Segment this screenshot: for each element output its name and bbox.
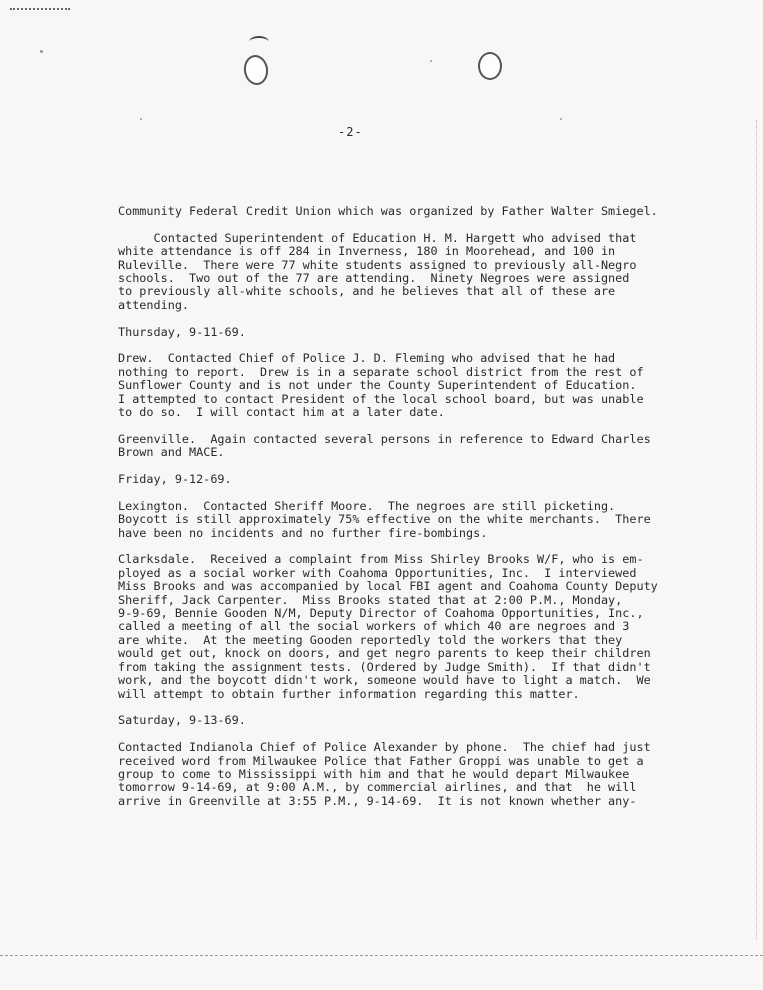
speck [40, 50, 43, 53]
text-line: received word from Milwaukee Police that Father Groppi was unable to get a [118, 753, 644, 768]
date-heading [118, 473, 658, 486]
text-line: 9-9-69, Bennie Gooden N/M, Deputy Director of Coahoma Opportunities, Inc., [118, 606, 644, 621]
corner-mark [10, 8, 70, 16]
text-line: to do so. I will contact him at a later date. [118, 405, 445, 420]
text-line: nothing to report. Drew is in a separate school district from the rest of [118, 364, 644, 379]
text-line: Sheriff, Jack Carpenter. Miss Brooks stated that at 2:00 P.M., Monday, [118, 592, 623, 607]
text-line: to previously all-white schools, and he believes that all of these are [118, 284, 616, 299]
punch-hole-right [478, 52, 502, 80]
margin-artifact [752, 120, 757, 940]
text-line: would get out, knock on doors, and get negro parents to keep their children [118, 646, 651, 661]
paragraph [118, 433, 658, 460]
paragraph [118, 741, 658, 808]
text-line: Thursday, 9-11-69. [118, 324, 246, 339]
speck [140, 118, 142, 120]
text-line: I attempted to contact President of the local school board, but was unable [118, 391, 644, 406]
document-body [118, 205, 658, 822]
paragraph [118, 205, 658, 218]
text-line: Community Federal Credit Union which was organized by Father Walter Smiegel. [118, 204, 658, 218]
text-line: have been no incidents and no further fire-bombings. [118, 525, 488, 540]
text-line: Lexington. Contacted Sheriff Moore. The negroes are still picketing. [118, 498, 616, 513]
text-line: Brown and MACE. [118, 445, 225, 460]
text-line: Saturday, 9-13-69. [118, 713, 246, 728]
text-line: Contacted Superintendent of Education H. M. Hargett who advised that [118, 230, 637, 245]
punch-hole-arc [249, 36, 269, 48]
punch-hole-left [242, 53, 270, 86]
text-line: Boycott is still approximately 75% effective on the white merchants. There [118, 512, 651, 527]
text-line: Greenville. Again contacted several persons in reference to Edward Charles [118, 431, 651, 446]
text-line: attending. [118, 297, 190, 312]
text-line: Drew. Contacted Chief of Police J. D. Fleming who advised that he had [118, 351, 616, 366]
paragraph [118, 232, 658, 312]
text-line: will attempt to obtain further information regarding this matter. [118, 686, 580, 701]
date-heading [118, 326, 658, 339]
text-line: called a meeting of all the social workers of which 40 are negroes and 3 [118, 619, 630, 634]
text-line: are white. At the meeting Gooden reportedly told the workers that they [118, 632, 623, 647]
text-line: white attendance is off 284 in Inverness, 180 in Moorehead, and 100 in [118, 244, 616, 259]
text-line: Contacted Indianola Chief of Police Alexander by phone. The chief had just [118, 740, 651, 755]
text-line: group to come to Mississippi with him and that he would depart Milwaukee [118, 766, 630, 781]
text-line: Friday, 9-12-69. [118, 472, 232, 487]
text-line: Ruleville. There were 77 white students assigned to previously all-Negro [118, 257, 637, 272]
text-line: ployed as a social worker with Coahoma Opportunities, Inc. I interviewed [118, 565, 637, 580]
paragraph [118, 553, 658, 700]
paragraph [118, 500, 658, 540]
text-line: Sunflower County and is not under the County Superintendent of Education. [118, 378, 637, 393]
text-line: arrive in Greenville at 3:55 P.M., 9-14-69. It is not known whether any- [118, 793, 637, 808]
text-line: tomorrow 9-14-69, at 9:00 A.M., by commercial airlines, and that he will [118, 780, 637, 795]
speck [560, 118, 562, 120]
text-line: Clarksdale. Received a complaint from Miss Shirley Brooks W/F, who is em- [118, 552, 644, 567]
paragraph [118, 352, 658, 419]
date-heading [118, 714, 658, 727]
text-line: schools. Two out of the 77 are attending. Ninety Negroes were assigned [118, 271, 630, 286]
bottom-edge-artifact [0, 955, 763, 957]
text-line: from taking the assignment tests. (Ordered by Judge Smith). If that didn't [118, 659, 651, 674]
text-line: Miss Brooks and was accompanied by local FBI agent and Coahoma County Deputy [118, 579, 658, 594]
text-line: work, and the boycott didn't work, someone would have to light a match. We [118, 673, 651, 688]
page-number: -2- [338, 125, 363, 139]
speck [430, 60, 432, 62]
